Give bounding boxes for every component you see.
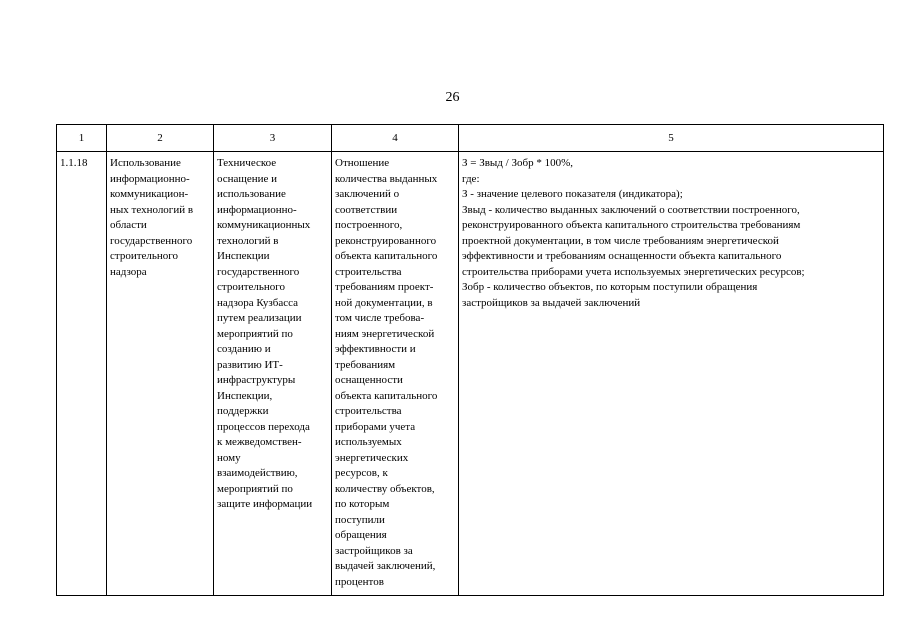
cell-text-line: З - значение целевого показателя (индикатора); [462, 188, 683, 200]
cell-text-line: энергетических [335, 451, 409, 464]
cell-text-line: объекта капитального [335, 250, 438, 262]
cell-text-line: взаимодействию, [217, 467, 298, 479]
cell-text-line: поддержки [217, 405, 269, 417]
cell-text-line: ных технологий в [110, 203, 194, 216]
cell-text-line: количеству объектов, [335, 482, 435, 495]
cell-text-line: выдачей заключений, [335, 560, 436, 572]
measure-description-cell [214, 152, 332, 596]
header-col-1: 1 [57, 125, 107, 152]
cell-text-line: Звыд - количество выданных заключений о соответствии построенного, [462, 203, 800, 216]
cell-text-line: Отношение [335, 157, 390, 169]
cell-text-line: информационно- [217, 203, 297, 216]
cell-text-line: к межведомствен- [217, 436, 302, 448]
cell-text-line: области [110, 219, 147, 231]
cell-text-line: по которым [335, 498, 390, 510]
header-col-3: 3 [214, 125, 332, 152]
cell-text-line: государственного [217, 265, 300, 278]
cell-text-line: реконструированного [335, 234, 437, 247]
cell-text-line: ресурсов, к [335, 467, 388, 479]
header-col-2: 2 [107, 125, 214, 152]
cell-text-line: поступили [335, 513, 385, 526]
cell-text-line: инфраструктуры [217, 374, 296, 386]
cell-text-line: заключений о [335, 188, 400, 200]
indicator-definition-cell [332, 152, 459, 596]
header-col-5: 5 [459, 125, 884, 152]
cell-text-line: З = Звыд / Зобр * 100%, [462, 157, 573, 169]
cell-text-line: требованиям проект- [335, 281, 434, 293]
cell-text-line: приборами учета [335, 420, 416, 433]
cell-text-line: Техническое [217, 157, 277, 169]
cell-text-line: коммуникацион- [110, 188, 189, 200]
page-number: 26 [445, 90, 460, 105]
formula-cell [459, 152, 884, 596]
cell-text-line: оснащенности [335, 374, 403, 386]
cell-text-line: где: [462, 172, 480, 185]
row-number: 1.1.18 [57, 152, 107, 596]
cell-text-line: мероприятий по [217, 482, 293, 495]
cell-text-line: строительства [335, 405, 402, 417]
cell-text-line: том числе требова- [335, 312, 425, 324]
cell-text-line: строительства приборами учета используемых энергетических ресурсов; [462, 265, 805, 278]
cell-text-line: ному [217, 451, 241, 464]
cell-text-line: эффективности и [335, 343, 416, 355]
cell-text-line: оснащение и [217, 172, 278, 185]
cell-text-line: Зобр - количество объектов, по которым поступили обращения [462, 281, 758, 293]
cell-text-line: государственного [110, 234, 193, 247]
cell-text-line: застройщиков за [335, 544, 413, 557]
cell-text-line: требованиям [335, 358, 396, 371]
cell-text-line: путем реализации [217, 312, 302, 324]
cell-text-line: эффективности и требованиям оснащенности объекта капитального [462, 250, 782, 262]
cell-text-line: количества выданных [335, 172, 438, 185]
cell-text-line: проектной документации, в том числе требованиям энергетической [462, 234, 779, 247]
indicator-table [56, 124, 884, 596]
cell-text-line: реконструированного объекта капитального строительства требованиям [462, 219, 801, 231]
header-col-4: 4 [332, 125, 459, 152]
cell-text-line: Инспекции [217, 250, 270, 262]
cell-text-line: надзора Кузбасса [217, 296, 299, 309]
cell-text-line: строительного [217, 281, 286, 293]
cell-text-line: Инспекции, [217, 389, 273, 402]
cell-text-line: созданию и [217, 343, 271, 355]
cell-text-line: мероприятий по [217, 327, 293, 340]
cell-text-line: коммуникационных [217, 219, 311, 231]
indicator-area-cell [107, 152, 214, 596]
cell-text-line: строительства [335, 265, 402, 278]
cell-text-line: соответствии [335, 203, 398, 216]
table-row [57, 152, 884, 596]
table-header-row [57, 125, 884, 152]
cell-text-line: развитию ИТ- [217, 358, 283, 371]
cell-text-line: строительного [110, 250, 179, 262]
cell-text-line: процентов [335, 575, 384, 588]
cell-text-line: ниям энергетической [335, 327, 435, 340]
cell-text-line: построенного, [335, 219, 403, 231]
cell-text-line: технологий в [217, 234, 279, 247]
cell-text-line: обращения [335, 529, 387, 541]
cell-text-line: надзора [110, 265, 147, 278]
cell-text-line: использование [217, 188, 286, 200]
cell-text-line: информационно- [110, 172, 190, 185]
cell-text-line: ной документации, в [335, 296, 433, 309]
cell-text-line: объекта капитального [335, 389, 438, 402]
cell-text-line: процессов перехода [217, 420, 310, 433]
cell-text-line: используемых [335, 436, 402, 448]
cell-text-line: застройщиков за выдачей заключений [462, 296, 641, 309]
cell-text-line: Использование [110, 157, 181, 169]
cell-text-line: защите информации [217, 498, 313, 510]
